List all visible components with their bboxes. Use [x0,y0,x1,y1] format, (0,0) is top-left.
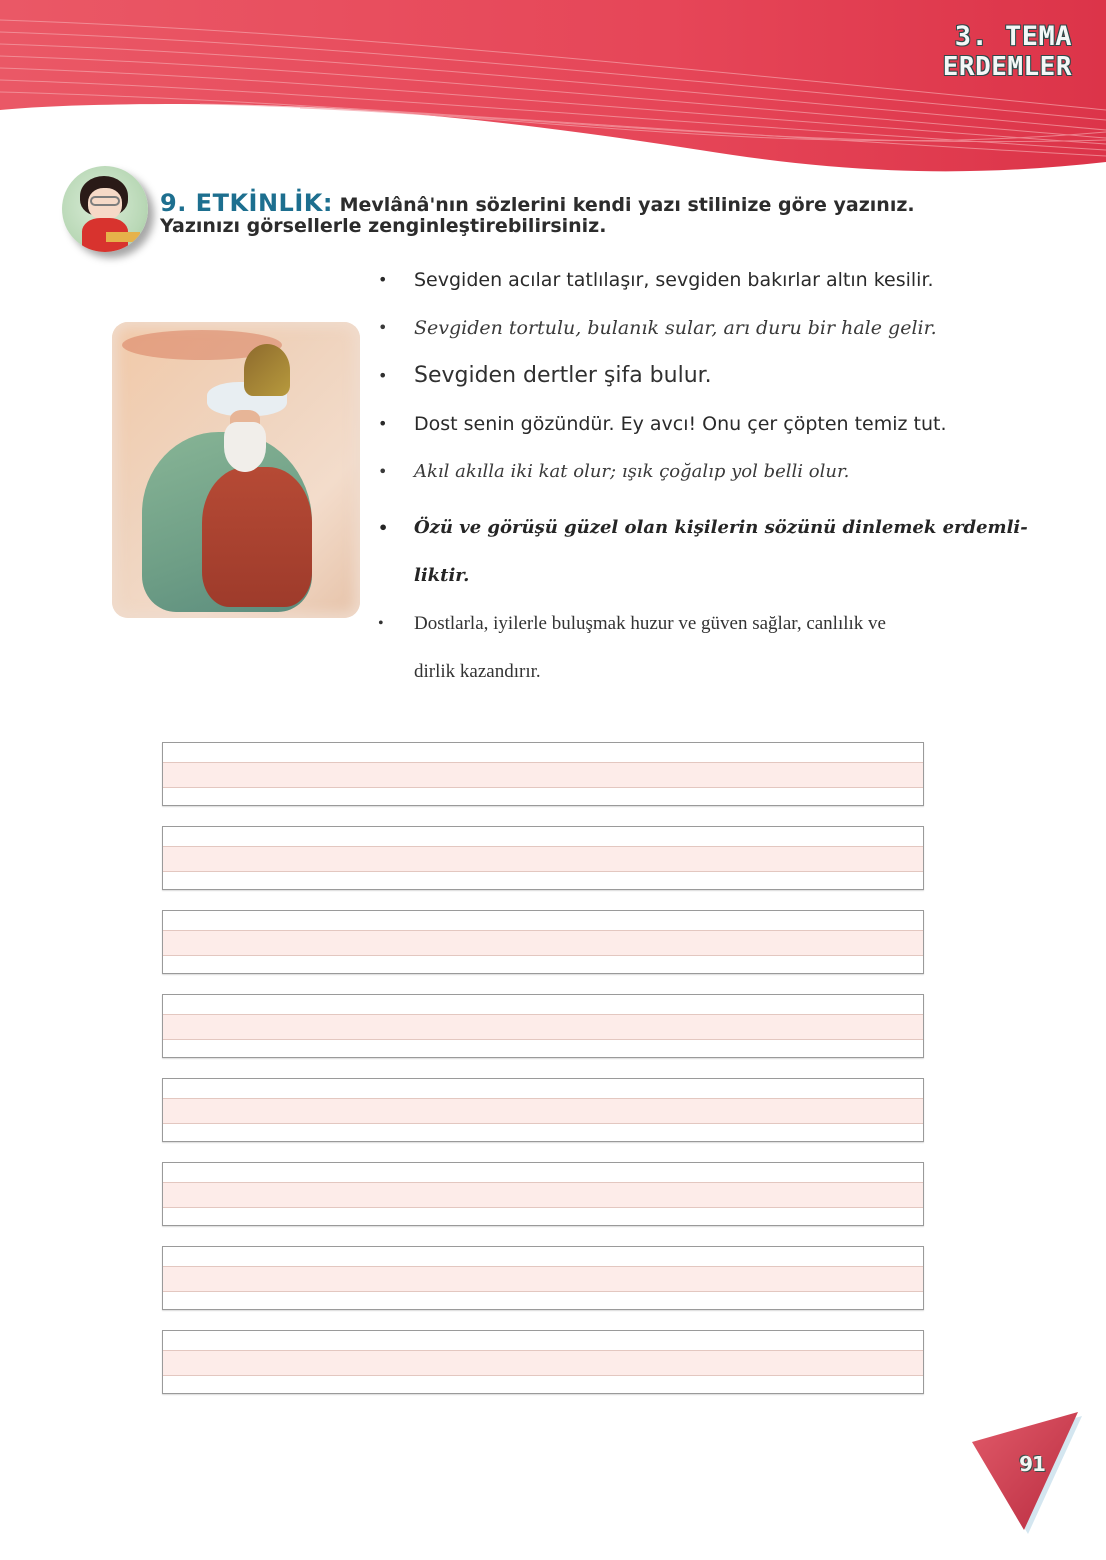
writing-guide-band [163,846,923,872]
bullet-icon: • [378,366,388,385]
page-number: 91 [1019,1452,1045,1476]
quote-item [376,406,1036,454]
bullet-icon: • [378,462,388,481]
header-banner [0,0,1106,180]
writing-line-1[interactable] [162,742,924,806]
theme-title [943,22,1072,82]
quote-item [376,600,1036,696]
writing-line-5[interactable] [162,1078,924,1142]
writing-guide-band [163,1014,923,1040]
quote-item [376,358,1036,406]
quote-text-line2: dirlik kazandırır. [414,661,541,682]
quote-item [376,310,1036,358]
bullet-icon: • [378,270,388,289]
activity-instruction-line2: Yazınızı görsellerle zenginleştirebilirsiniz. [160,215,607,237]
handwriting-practice-area [162,742,924,1414]
quote-item [376,454,1036,502]
quote-list [376,262,1036,696]
bullet-icon: • [378,518,389,537]
theme-number: 3. TEMA [954,21,1072,52]
writing-guide-band [163,1182,923,1208]
quote-text: Sevgiden tortulu, bulanık sular, arı duru bir hale gelir. [414,317,937,339]
writing-guide-band [163,1350,923,1376]
quote-text-line1: Dostlarla, iyilerle buluşmak huzur ve güven sağlar, canlılık ve [414,613,886,634]
writing-line-3[interactable] [162,910,924,974]
quote-text: Akıl akılla iki kat olur; ışık çoğalıp yol belli olur. [414,461,850,482]
writing-line-2[interactable] [162,826,924,890]
mevlana-portrait-image [112,322,360,618]
quote-text: Sevgiden acılar tatlılaşır, sevgiden bakırlar altın kesilir. [414,269,934,291]
quote-text-line2: liktir. [414,565,470,586]
writing-guide-band [163,930,923,956]
bullet-icon: • [378,414,388,433]
quote-text: Dost senin gözündür. Ey avcı! Onu çer çöpten temiz tut. [414,413,947,435]
writing-guide-band [163,762,923,788]
theme-name: ERDEMLER [942,52,1072,82]
girl-writing-avatar-icon [62,166,148,252]
bullet-icon: • [378,615,384,632]
writing-line-6[interactable] [162,1162,924,1226]
writing-line-7[interactable] [162,1246,924,1310]
activity-instruction-line1: Mevlânâ'nın sözlerini kendi yazı stilinize göre yazınız. [339,194,915,216]
writing-line-4[interactable] [162,994,924,1058]
quote-text-line1: Özü ve görüşü güzel olan kişilerin sözünü dinlemek erdemli- [414,517,1028,538]
activity-label: 9. ETKİNLİK: [160,189,333,217]
writing-guide-band [163,1098,923,1124]
quote-item [376,262,1036,310]
writing-line-8[interactable] [162,1330,924,1394]
activity-heading [160,189,1040,237]
quote-item [376,504,1036,600]
bullet-icon: • [378,318,388,337]
quote-text: Sevgiden dertler şifa bulur. [414,363,712,388]
writing-guide-band [163,1266,923,1292]
